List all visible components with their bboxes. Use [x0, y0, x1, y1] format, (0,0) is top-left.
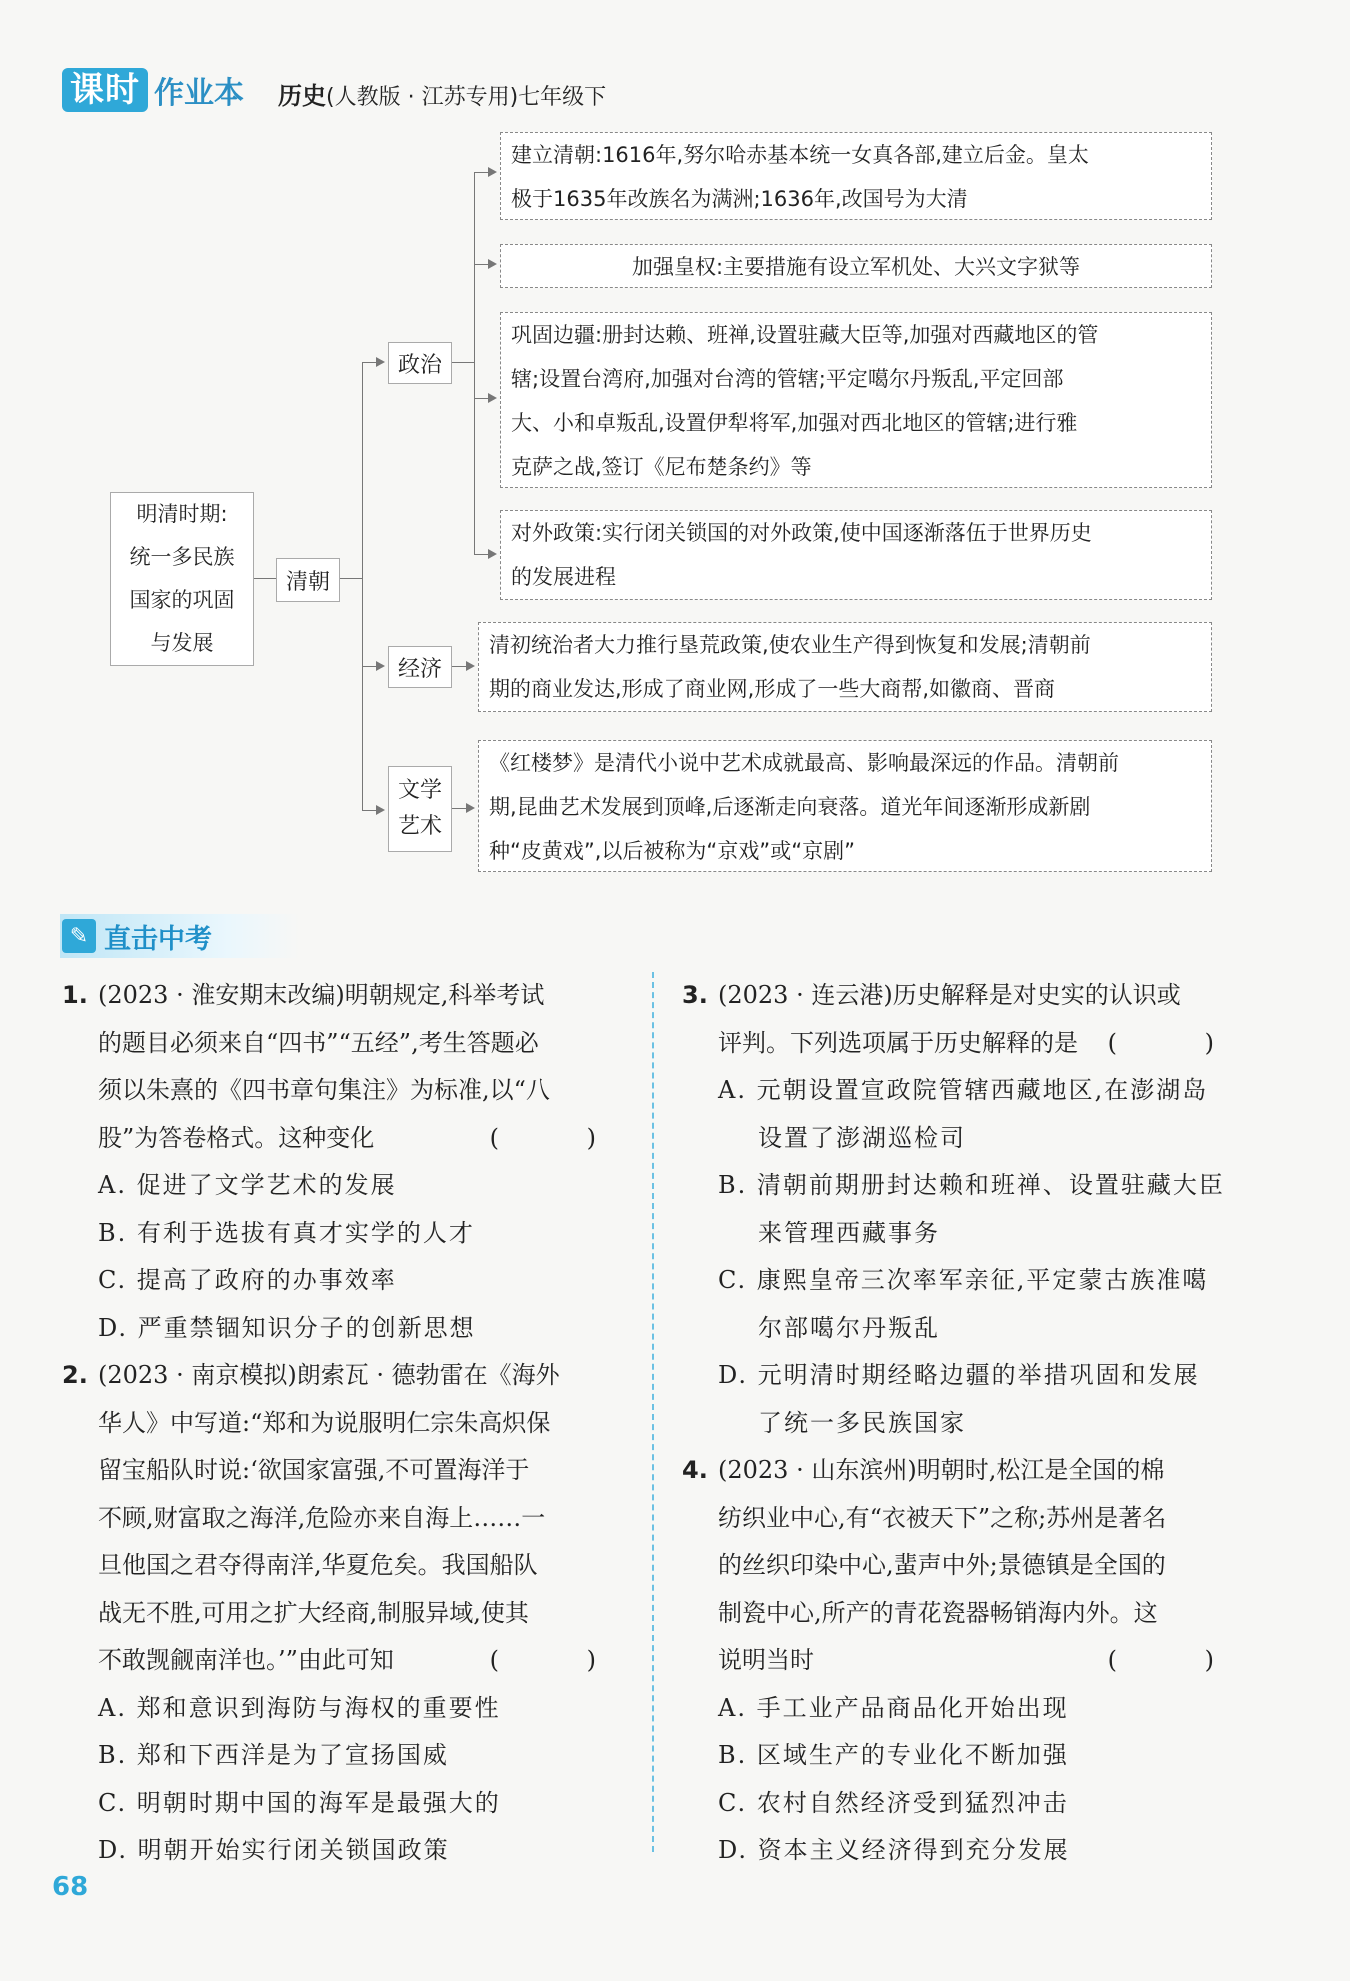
section-header [60, 914, 300, 958]
answer-blank[interactable]: ( ) [489, 1123, 636, 1152]
box-line: 克萨之战,签订《尼布楚条约》等 [511, 455, 812, 479]
question-number: 2. [62, 1361, 88, 1389]
question-text: 不敢觊觎南洋也。’”由此可知 [98, 1646, 394, 1674]
connector [254, 578, 276, 579]
connector [474, 398, 488, 399]
subject-name: 历史 [278, 82, 326, 110]
box-line: 种“皮黄戏”,以后被称为“京戏”或“京剧” [489, 839, 855, 863]
option-a-cont[interactable]: 设置了澎湖巡检司 [758, 1123, 966, 1152]
questions-left-column [62, 972, 642, 1875]
question-text: 须以朱熹的《四书章句集注》为标准,以“八 [98, 1076, 550, 1104]
politics-label: 政治 [397, 352, 442, 378]
politics-box-foreign [500, 510, 1212, 600]
option-a[interactable]: A. 手工业产品商品化开始出现 [718, 1693, 1069, 1722]
option-b-cont[interactable]: 来管理西藏事务 [758, 1218, 940, 1247]
arrow-icon [466, 803, 475, 813]
arrow-icon [488, 167, 497, 177]
box-line: 期的商业发达,形成了商业网,形成了一些大商帮,如徽商、晋商 [489, 677, 1056, 701]
answer-blank[interactable]: ( ) [489, 1646, 636, 1674]
option-a[interactable]: A. 促进了文学艺术的发展 [98, 1171, 397, 1199]
connector [340, 578, 362, 579]
economy-box [478, 622, 1212, 712]
question-text: 的丝织印染中心,蜚声中外;景德镇是全国的 [718, 1551, 1166, 1579]
connector [362, 666, 376, 667]
question-text: 留宝船队时说:‘欲国家富强,不可置海洋于 [98, 1456, 530, 1484]
connector [362, 810, 376, 811]
question-text: 不顾,财富取之海洋,危险亦来自海上……一 [98, 1503, 546, 1532]
answer-blank[interactable]: ( ) [1107, 1028, 1254, 1057]
subject-edition: (人教版 · 江苏专用)七年级下 [326, 85, 607, 110]
mindmap-culture [388, 766, 452, 852]
option-b[interactable]: B. 郑和下西洋是为了宣扬国威 [98, 1741, 449, 1769]
column-divider [652, 972, 654, 1852]
option-d[interactable]: D. 资本主义经济得到充分发展 [718, 1836, 1070, 1864]
connector [452, 666, 466, 667]
question-text: (2023 · 南京模拟)朗索瓦 · 德勃雷在《海外 [98, 1361, 560, 1389]
brand-sub: 作业本 [154, 76, 244, 111]
question-number: 3. [682, 981, 708, 1009]
question-text: 评判。下列选项属于历史解释的是 [718, 1028, 1078, 1057]
box-line: 巩固边疆:册封达赖、班禅,设置驻藏大臣等,加强对西藏地区的管 [511, 323, 1099, 347]
arrow-icon [488, 259, 497, 269]
root-line: 统一多民族 [129, 545, 235, 569]
mindmap-politics [388, 342, 452, 384]
section-title: 直击中考 [104, 923, 212, 955]
option-d[interactable]: D. 严重禁锢知识分子的创新思想 [98, 1313, 476, 1342]
box-line: 期,昆曲艺术发展到顶峰,后逐渐走向衰落。道光年间逐渐形成新剧 [489, 795, 1091, 819]
culture-label: 文学 [397, 778, 442, 803]
page-number: 68 [52, 1872, 89, 1902]
option-b[interactable]: B. 有利于选拔有真才实学的人才 [98, 1218, 475, 1247]
question-text: 的题目必须来自“四书”“五经”,考生答题必 [98, 1028, 539, 1057]
question-text: 制瓷中心,所产的青花瓷器畅销海内外。这 [718, 1598, 1158, 1627]
option-a[interactable]: A. 郑和意识到海防与海权的重要性 [98, 1693, 501, 1722]
option-a[interactable]: A. 元朝设置宣政院管辖西藏地区,在澎湖岛 [718, 1076, 1209, 1104]
question-text: (2023 · 山东滨州)明朝时,松江是全国的棉 [718, 1456, 1165, 1484]
connector [474, 172, 488, 173]
box-line: 极于1635年改族名为满洲;1636年,改国号为大清 [511, 187, 968, 211]
box-line: 《红楼梦》是清代小说中艺术成就最高、影响最深远的作品。清朝前 [489, 751, 1119, 775]
box-line: 建立清朝:1616年,努尔哈赤基本统一女真各部,建立后金。皇太 [511, 143, 1089, 167]
mindmap-dynasty [276, 558, 340, 602]
politics-box-frontier [500, 312, 1212, 488]
option-d-cont[interactable]: 了统一多民族国家 [758, 1408, 966, 1437]
arrow-icon [466, 661, 475, 671]
dynasty-label: 清朝 [285, 569, 330, 595]
connector [362, 362, 376, 363]
politics-box-establish [500, 132, 1212, 220]
connector [452, 808, 466, 809]
box-line: 对外政策:实行闭关锁国的对外政策,使中国逐渐落伍于世界历史 [511, 521, 1092, 545]
question-2 [62, 1352, 642, 1875]
question-text: (2023 · 淮安期末改编)明朝规定,科举考试 [98, 981, 545, 1009]
option-c-cont[interactable]: 尔部噶尔丹叛乱 [758, 1313, 940, 1342]
connector [474, 172, 475, 554]
option-c[interactable]: C. 农村自然经济受到猛烈冲击 [718, 1788, 1069, 1817]
question-text: 旦他国之君夺得南洋,华夏危矣。我国船队 [98, 1551, 538, 1579]
mindmap-root [110, 492, 254, 666]
root-line: 明清时期: [136, 502, 228, 526]
box-line: 加强皇权:主要措施有设立军机处、大兴文字狱等 [631, 255, 1081, 279]
option-c[interactable]: C. 明朝时期中国的海军是最强大的 [98, 1788, 501, 1817]
question-text: 股”为答卷格式。这种变化 [98, 1123, 375, 1152]
economy-label: 经济 [397, 656, 442, 682]
option-d[interactable]: D. 明朝开始实行闭关锁国政策 [98, 1836, 450, 1864]
option-c[interactable]: C. 康熙皇帝三次率军亲征,平定蒙古族准噶 [718, 1266, 1209, 1294]
root-line: 国家的巩固 [129, 588, 235, 612]
arrow-icon [488, 393, 497, 403]
question-text: (2023 · 连云港)历史解释是对史实的认识或 [718, 981, 1181, 1009]
arrow-icon [376, 805, 385, 815]
option-d[interactable]: D. 元明清时期经略边疆的举措巩固和发展 [718, 1361, 1200, 1389]
root-line: 与发展 [150, 631, 214, 655]
questions-right-column [682, 972, 1260, 1875]
box-line: 辖;设置台湾府,加强对台湾的管辖;平定噶尔丹叛乱,平定回部 [511, 367, 1064, 391]
connector [362, 362, 363, 810]
culture-label: 艺术 [397, 814, 442, 839]
question-3 [682, 972, 1260, 1447]
pen-icon: ✎ [62, 919, 96, 953]
question-number: 4. [682, 1456, 708, 1484]
option-b[interactable]: B. 区域生产的专业化不断加强 [718, 1741, 1069, 1769]
box-line: 清初统治者大力推行垦荒政策,使农业生产得到恢复和发展;清朝前 [489, 633, 1091, 657]
answer-blank[interactable]: ( ) [1107, 1646, 1254, 1674]
culture-box [478, 740, 1212, 872]
arrow-icon [488, 549, 497, 559]
question-text: 战无不胜,可用之扩大经商,制服异域,使其 [98, 1598, 529, 1627]
brand-main: 课时 [62, 68, 148, 112]
box-line: 的发展进程 [511, 565, 616, 589]
arrow-icon [376, 661, 385, 671]
politics-box-power [500, 244, 1212, 288]
mind-map [0, 0, 1350, 880]
option-c[interactable]: C. 提高了政府的办事效率 [98, 1266, 397, 1294]
question-text: 华人》中写道:“郑和为说服明仁宗朱高炽保 [98, 1408, 551, 1437]
question-1 [62, 972, 642, 1352]
arrow-icon [376, 357, 385, 367]
mindmap-economy [388, 646, 452, 688]
box-line: 大、小和卓叛乱,设置伊犁将军,加强对西北地区的管辖;进行雅 [511, 411, 1078, 435]
connector [474, 264, 488, 265]
connector [452, 362, 474, 363]
option-b[interactable]: B. 清朝前期册封达赖和班禅、设置驻藏大臣 [718, 1171, 1225, 1199]
question-4 [682, 1447, 1260, 1875]
question-text: 纺织业中心,有“衣被天下”之称;苏州是著名 [718, 1503, 1167, 1532]
question-number: 1. [62, 981, 88, 1009]
connector [474, 554, 488, 555]
question-text: 说明当时 [718, 1646, 814, 1674]
